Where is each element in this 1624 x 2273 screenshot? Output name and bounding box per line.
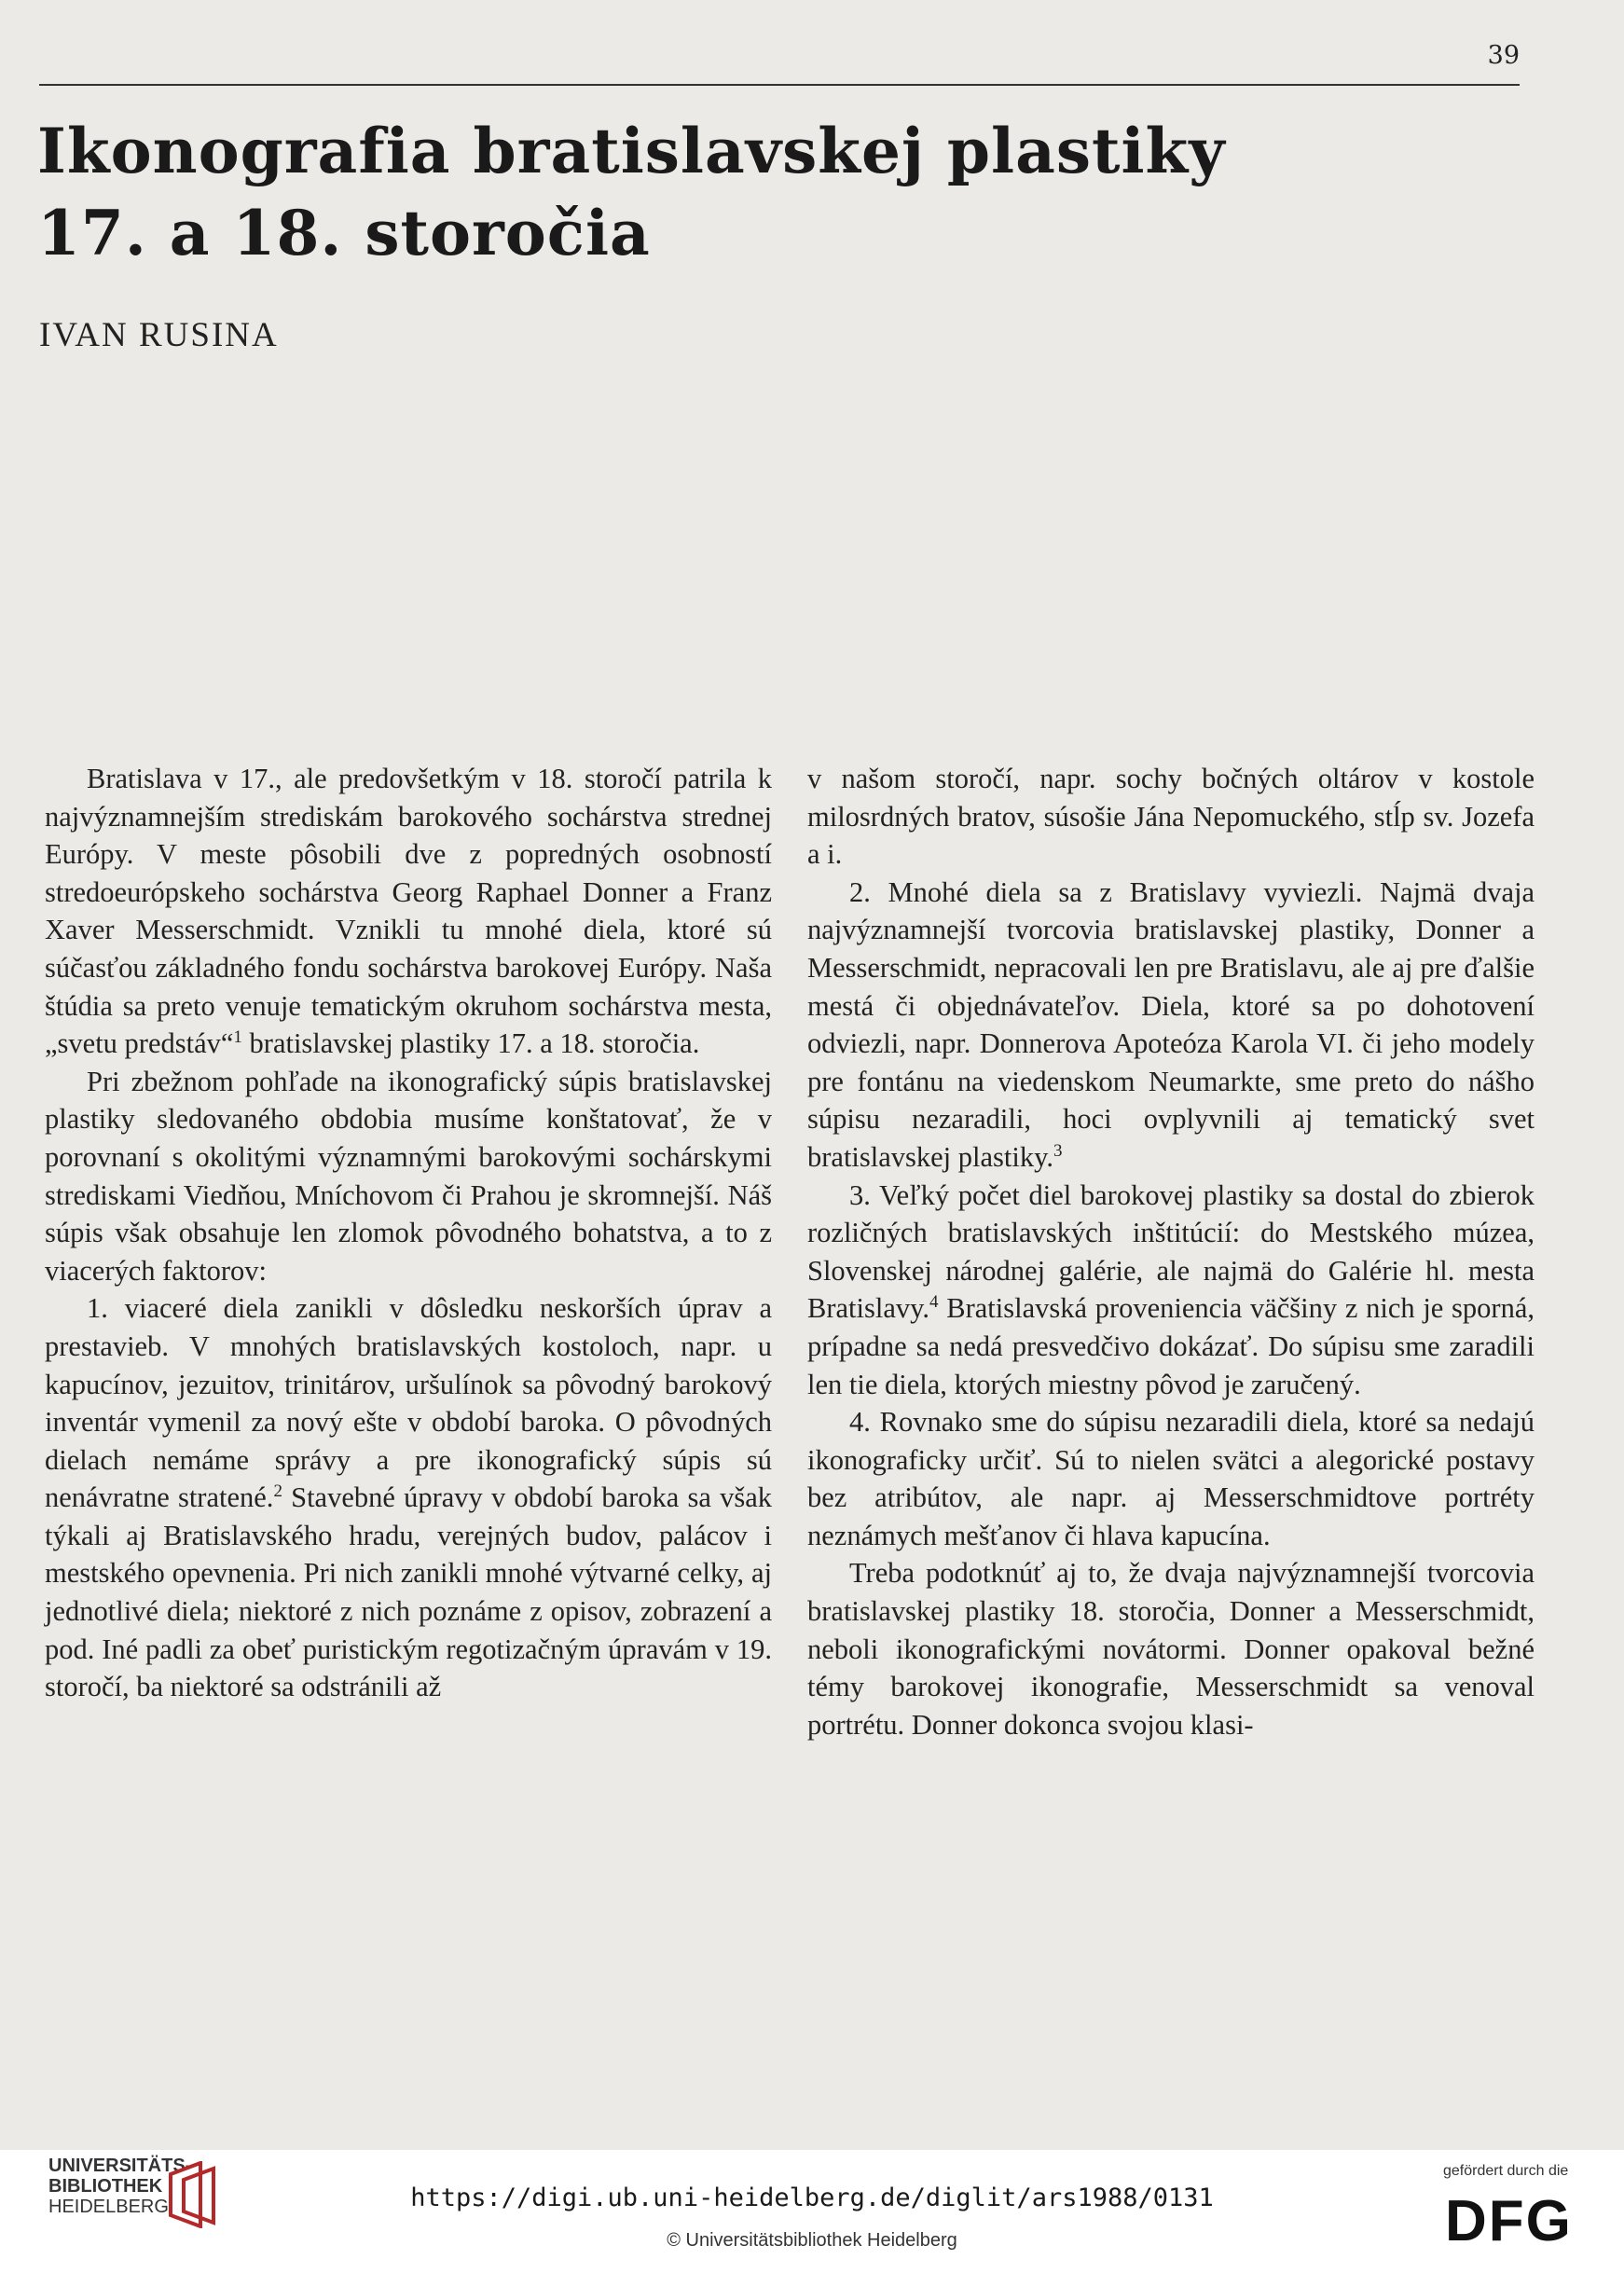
paragraph-text: 2. Mnohé diela sa z Bratislavy vyviezli. Najmä dvaja najvýznamnejší tvorcovia bratislavskej plastiky, Donner a Messerschmidt, nepracovali len pre Bratislavu, ale aj pre ďalšie mestá či objednávateľov. Diela, ktoré sa po dohotovení odviezli, napr. Donnerova Apoteóza Karola VI. či jeho modely pre fontánu na viedenskom Neumarkte, sme preto do nášho súpisu nezaradili, hoci ovplyvnili aj tematický svet bratislavskej plastiky. (807, 875, 1535, 1173)
paragraph-text: Bratislava v 17., ale predovšetkým v 18. storočí patrila k najvýznamnejším strediskám barokového sochárstva strednej Európy. V meste pôsobili dve z popredných osobností stredoeurópskeho sochárstva Georg Raphael Donner a Franz Xaver Messerschmidt. Vznikli tu mnohé diela, ktoré sú súčasťou základného fondu sochárstva barokovej Európy. Naša štúdia sa preto venuje tematickým okruhom sochárstva mesta, „svetu predstáv“ (45, 763, 772, 1060)
funding-label: gefördert durch die (1443, 2163, 1569, 2179)
left-column (45, 760, 772, 1706)
paragraph-text: 4. Rovnako sme do súpisu nezaradili diela, ktoré sa nedajú ikonograficky určiť. Sú to nielen svätci a alegorické postavy bez atribútov, ale napr. aj Messerschmidtove portréty neznámych mešťanov či hlava kapucína. (807, 1406, 1535, 1551)
footnote-ref[interactable]: 3 (1053, 1140, 1063, 1161)
paragraph-text: Treba podotknúť aj to, že dvaja najvýznamnejší tvorcovia bratislavskej plastiky 18. storočia, Donner a Messerschmidt, neboli ikonografickými novátormi. Donner opakoval bežné témy barokovej ikonografie, Messerschmidt sa venoval portrétu. Donner dokonca svojou klasi- (807, 1557, 1535, 1741)
footnote-ref[interactable]: 4 (929, 1292, 939, 1313)
right-column (807, 760, 1535, 1743)
source-url-link[interactable]: https://digi.ub.uni-heidelberg.de/diglit/ars1988/0131 (410, 2183, 1214, 2212)
paragraph (807, 1554, 1535, 1743)
paragraph-text: Stavebné úpravy v období baroka sa však týkali aj Bratislavského hradu, verejných budov, palácov i mestského opevnenia. Pri nich zanikli mnohé výtvarné celky, aj jednotlivé diela; niektoré z nich poznáme z opisov, zobrazení a pod. Iné padli za obeť puristickým regotizačným úpravám v 19. storočí, ba niektoré sa odstránili až (45, 1481, 772, 1703)
footnote-ref[interactable]: 1 (233, 1027, 242, 1047)
paragraph (45, 1063, 772, 1290)
paragraph-text: 1. viaceré diela zanikli v dôsledku neskorších úprav a prestavieb. V mnohých bratislavských kostoloch, napr. u kapucínov, jezuitov, trinitárov, uršulínok sa pôvodný barokový inventár vymenil za nový ešte v období baroka. O pôvodných dielach nemáme správy a pre ikonografický súpis sú nenávratne stratené. (45, 1292, 772, 1514)
paragraph-text: v našom storočí, napr. sochy bočných oltárov v kostole milosrdných bratov, súsošie Jána Nepomuckého, stĺp sv. Jozefa a i. (807, 763, 1535, 871)
paragraph-text: Pri zbežnom pohľade na ikonografický súpis bratislavskej plastiky sledovaného obdobia musíme konštatovať, že v porovnaní s okolitými významnými barokovými sochárskymi strediskami Viedňou, Mníchovom či Prahou je skromnejší. Náš súpis však obsahuje len zlomok pôvodného bohatstva, a to z viacerých faktorov: (45, 1065, 772, 1287)
paragraph-text: bratislavskej plastiky 17. a 18. storočia. (241, 1027, 700, 1060)
paragraph (807, 1177, 1535, 1404)
paragraph-text: Bratislavská proveniencia väčšiny z nich je sporná, prípadne sa nedá presvedčivo dokázať. Do súpisu sme zaradili len tie diela, ktorých miestny pôvod je zaručený. (807, 1292, 1535, 1400)
paragraph (807, 874, 1535, 1177)
author-name: IVAN RUSINA (39, 316, 279, 354)
paragraph (45, 1289, 772, 1706)
header-rule (39, 84, 1520, 86)
paragraph (807, 1403, 1535, 1554)
library-name-line-2: BIBLIOTHEK (48, 2176, 163, 2197)
title-line-1: Ikonografia bratislavskej plastiky (37, 115, 1226, 187)
page-number: 39 (1487, 41, 1520, 70)
paragraph-text: 3. Veľký počet diel barokovej plastiky sa dostal do zbierok rozličných bratislavských inštitúcií: do Mestského múzea, Slovenskej národnej galérie, ale najmä do Galérie hl. mesta Bratislavy. (807, 1178, 1535, 1325)
library-name-line-3: HEIDELBERG (48, 2197, 169, 2217)
article-title (37, 110, 1389, 274)
title-line-2: 17. a 18. storočia (37, 197, 651, 269)
dfg-logo[interactable]: DFG (1445, 2189, 1573, 2253)
copyright-notice: © Universitätsbibliothek Heidelberg (667, 2230, 957, 2251)
paragraph (807, 760, 1535, 874)
paragraph (45, 760, 772, 1063)
footnote-ref[interactable]: 2 (273, 1481, 282, 1502)
library-name-line-1: UNIVERSITÄTS- (48, 2156, 192, 2176)
